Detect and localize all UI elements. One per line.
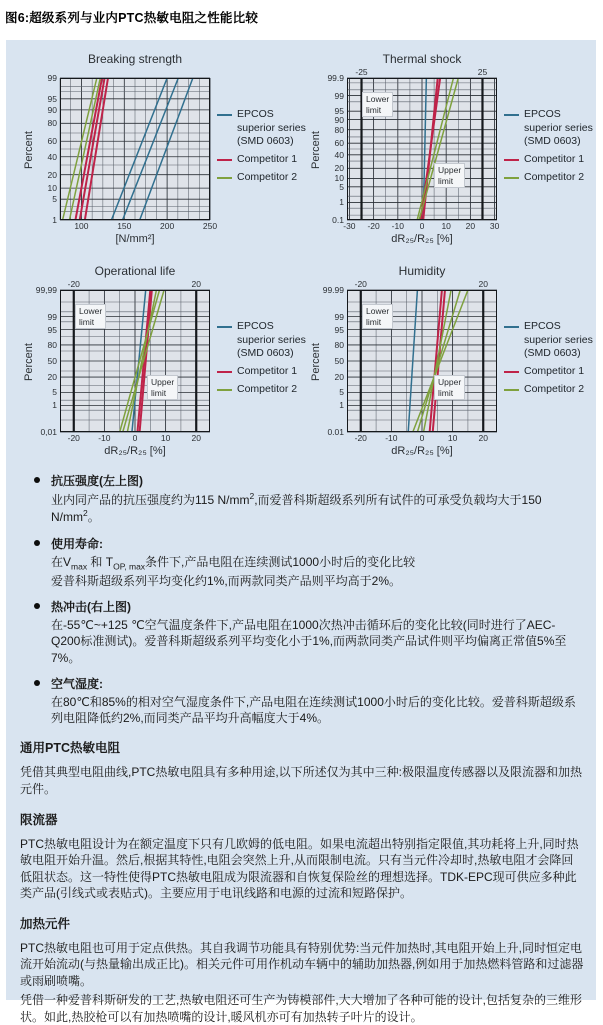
y-tick-label: 60 bbox=[334, 138, 344, 149]
legend-item bbox=[504, 320, 594, 361]
x-tick-label: -10 bbox=[385, 433, 398, 443]
limit-top-label: -20 bbox=[354, 279, 367, 289]
legend-label: Competitor 2 bbox=[237, 382, 298, 395]
x-tick-label: -30 bbox=[343, 221, 356, 231]
bullet-heading: 空气湿度: bbox=[51, 676, 103, 691]
x-tick-label: 10 bbox=[447, 433, 458, 443]
bullet-body: 在80℃和85%的相对空气湿度条件下,产品电阻在连续测试1000小时后的变化比较。爱普科斯超级系列电阻降低约2%,而同类产品平均升高幅度大于4%。 bbox=[51, 694, 576, 726]
limit-annotation: Upper limit bbox=[147, 375, 178, 400]
y-tick-label: 5 bbox=[52, 387, 57, 398]
chart-title: Thermal shock bbox=[382, 52, 462, 66]
legend-label: EPCOS superior series (SMD 0603) bbox=[524, 108, 593, 148]
bullet-item-breaking-strength bbox=[34, 472, 580, 526]
bullet-body bbox=[51, 491, 580, 526]
legend-color-dash bbox=[504, 159, 519, 161]
limit-annotation: Upper limit bbox=[434, 163, 465, 188]
legend-item bbox=[217, 153, 307, 167]
y-tick-label: 99.99 bbox=[322, 285, 344, 295]
bullet-body-line: 爱普科斯超级系列平均变化约1%,而两款同类产品则平均高于2%。 bbox=[51, 573, 402, 588]
y-tick-label: 1 bbox=[52, 215, 57, 225]
subscript: OP, max bbox=[113, 561, 146, 572]
section-paragraph: 凭借一种爱普科斯研发的工艺,热敏电阻还可生产为铸模部件,大大增加了各种可能的设计,包括复杂的三维形状。如此,热胶枪可以有加热喷嘴的设计,暖风机亦可有加热转子叶片的设计。 bbox=[20, 993, 583, 1024]
x-axis-label: [N/mm²] bbox=[115, 233, 155, 245]
y-axis-label: Percent bbox=[310, 131, 322, 169]
y-axis-label: Percent bbox=[23, 131, 35, 169]
y-tick-label: 1 bbox=[339, 197, 344, 208]
x-tick-label: 200 bbox=[160, 221, 175, 231]
chart-title: Breaking strength bbox=[87, 52, 183, 66]
subscript: max bbox=[71, 561, 88, 572]
chart-breaking-strength bbox=[20, 52, 307, 250]
legend-color-dash bbox=[217, 371, 232, 373]
limit-annotation: Lower limit bbox=[75, 304, 106, 329]
y-tick-label: 90 bbox=[47, 104, 57, 115]
y-tick-label: 90 bbox=[334, 114, 344, 125]
y-tick-label: 5 bbox=[52, 194, 57, 205]
section-paragraph: PTC热敏电阻也可用于定点供热。其自我调节功能具有特别优势:当元件加热时,其电阻开始上升,同时恒定电流开始流动(与热量输出成正比)。相关元件可用作机动车辆中的辅助加热器,例如用于加热燃料管路和过滤器或雨刷喷嘴。 bbox=[20, 940, 584, 988]
x-tick-label: 10 bbox=[160, 433, 171, 443]
bullet-icon bbox=[34, 603, 40, 609]
y-tick-label: 0.1 bbox=[332, 215, 344, 225]
limit-top-label: 20 bbox=[478, 279, 488, 289]
limit-top-label: 25 bbox=[477, 67, 488, 77]
legend-label: EPCOS superior series (SMD 0603) bbox=[237, 320, 306, 360]
bullet-item-operational-life bbox=[34, 535, 580, 589]
y-axis-label: Percent bbox=[23, 343, 35, 381]
x-tick-label: -10 bbox=[98, 433, 111, 443]
legend-item bbox=[217, 365, 307, 379]
legend-item bbox=[504, 365, 594, 379]
y-tick-label: 99 bbox=[334, 90, 344, 101]
x-tick-label: 10 bbox=[441, 221, 451, 231]
y-tick-label: 40 bbox=[334, 149, 344, 160]
limit-top-label: -20 bbox=[67, 279, 80, 289]
chart-legend bbox=[504, 108, 594, 188]
legend-item bbox=[504, 153, 594, 167]
y-tick-label: 99 bbox=[47, 311, 57, 322]
x-tick-label: 20 bbox=[191, 433, 201, 443]
section-paragraph: 凭借其典型电阻曲线,PTC热敏电阻具有多种用途,以下所述仅为其中三种:极限温度传感器以及限流器和加热元件。 bbox=[20, 765, 583, 796]
legend-color-dash bbox=[504, 371, 519, 373]
bullet-body: 在-55℃~+125 ℃空气温度条件下,产品电阻在1000次热冲击循环后的变化比较(同时进行了AEC-Q200标准测试)。爱普科斯超级系列平均变化小于1%,而两款同类产品试件则平均偏离正常值5%至7%。 bbox=[51, 617, 567, 665]
x-tick-label: -20 bbox=[67, 433, 80, 443]
bullet-content bbox=[51, 598, 580, 666]
section-title: 限流器 bbox=[20, 812, 58, 827]
y-tick-label: 99,99 bbox=[35, 285, 57, 295]
y-tick-label: 99.9 bbox=[327, 73, 344, 83]
text-fragment: ,而爱普科斯超级系列所有试件的可承受负载均大于150 N/mm bbox=[51, 493, 542, 525]
text-fragment: 在V bbox=[51, 554, 72, 569]
legend-color-dash bbox=[217, 177, 232, 179]
x-axis-label: dR₂₅/R₂₅ [%] bbox=[391, 445, 453, 457]
y-tick-label: 50 bbox=[334, 356, 344, 366]
bullet-item-thermal-shock bbox=[34, 598, 580, 666]
plot-area bbox=[60, 78, 210, 220]
x-tick-label: 30 bbox=[489, 221, 500, 231]
section-general-ptc bbox=[20, 738, 584, 797]
y-tick-label: 5 bbox=[339, 181, 344, 192]
bullet-heading: 抗压强度(左上图) bbox=[51, 474, 143, 488]
legend-label: Competitor 2 bbox=[524, 382, 585, 395]
y-tick-label: 5 bbox=[339, 387, 344, 398]
bullet-icon bbox=[34, 680, 40, 686]
y-axis-label: Percent bbox=[310, 343, 322, 381]
y-tick-label: 99 bbox=[47, 73, 57, 83]
limit-top-label: 20 bbox=[191, 279, 201, 289]
x-tick-label: -10 bbox=[391, 221, 404, 231]
bullet-heading: 热冲击(右上图) bbox=[51, 599, 131, 614]
legend-item bbox=[217, 171, 307, 185]
bullet-item-humidity bbox=[34, 675, 580, 727]
content-panel bbox=[6, 40, 596, 1024]
x-tick-label: 20 bbox=[465, 221, 476, 231]
legend-label: Competitor 2 bbox=[237, 170, 298, 183]
legend-color-dash bbox=[217, 159, 232, 161]
x-tick-label: 100 bbox=[74, 221, 89, 231]
figure-title: 图6:超级系列与业内PTC热敏电阻之性能比较 bbox=[5, 11, 259, 25]
y-tick-label: 99 bbox=[334, 311, 344, 322]
y-tick-label: 80 bbox=[47, 339, 57, 350]
chart-humidity bbox=[307, 264, 594, 462]
y-tick-label: 80 bbox=[334, 124, 344, 135]
x-tick-label: 250 bbox=[202, 221, 218, 231]
bullet-body bbox=[51, 554, 415, 589]
x-tick-label: 20 bbox=[478, 433, 488, 443]
y-tick-label: 0.01 bbox=[327, 427, 344, 437]
text-fragment: 业内同产品的抗压强度约为115 N/mm bbox=[51, 493, 250, 507]
legend-label: Competitor 2 bbox=[524, 170, 585, 183]
legend-label: EPCOS superior series (SMD 0603) bbox=[237, 108, 306, 148]
y-tick-label: 1 bbox=[339, 400, 344, 411]
bullet-content bbox=[51, 472, 580, 526]
y-tick-label: 20 bbox=[334, 163, 344, 174]
x-axis-label: dR₂₅/R₂₅ [%] bbox=[104, 445, 166, 457]
x-tick-label: 150 bbox=[117, 221, 132, 231]
bullet-content bbox=[51, 675, 580, 727]
chart-title: Operational life bbox=[94, 264, 176, 278]
x-tick-label: 0 bbox=[419, 221, 425, 231]
legend-item bbox=[217, 383, 307, 397]
limit-top-label: -25 bbox=[355, 67, 368, 77]
legend-color-dash bbox=[217, 326, 232, 328]
chart-operational-life bbox=[20, 264, 307, 462]
legend-label: EPCOS superior series (SMD 0603) bbox=[524, 320, 593, 360]
bullet-heading: 使用寿命: bbox=[51, 536, 103, 551]
text-fragment: 条件下,产品电阻在连续测试1000小时后的变化比较 bbox=[145, 554, 416, 569]
legend-label: Competitor 1 bbox=[524, 152, 585, 165]
legend-item bbox=[217, 108, 307, 149]
legend-item bbox=[504, 108, 594, 149]
section-paragraph: PTC热敏电阻设计为在额定温度下只有几欧姆的低电阻。如果电流超出特别指定限值,其功耗将上升,同时热敏电阻开始升温。然后,根据其特性,电阻会突然上升,从而限制电流。只有当元件冷却时,热敏电阻才会降回低阻状态。这一特性使得PTC热敏电阻成为限流器和自恢复保险丝的理想选择。TDK-EPC现可供应多种此类产品(引线式或表贴式)。主要应用于电讯线路和电源的过流和短路保护。 bbox=[20, 836, 579, 901]
section-title: 通用PTC热敏电阻 bbox=[20, 741, 121, 756]
x-tick-label: -20 bbox=[367, 221, 380, 231]
section-title: 加热元件 bbox=[20, 916, 71, 931]
chart-legend bbox=[217, 320, 307, 400]
y-tick-label: 95 bbox=[334, 324, 344, 335]
y-tick-label: 95 bbox=[47, 324, 57, 335]
y-tick-label: 20 bbox=[334, 372, 344, 383]
bullet-icon bbox=[34, 477, 40, 483]
y-tick-label: 10 bbox=[47, 183, 57, 194]
y-tick-label: 40 bbox=[47, 151, 57, 162]
bullet-icon bbox=[34, 540, 40, 546]
chart-title: Humidity bbox=[398, 264, 446, 278]
legend-label: Competitor 1 bbox=[237, 364, 298, 377]
bullet-body-line bbox=[51, 554, 415, 573]
x-tick-label: 0 bbox=[419, 433, 425, 443]
superscript: 2 bbox=[83, 508, 88, 519]
legend-item bbox=[217, 320, 307, 361]
legend-color-dash bbox=[217, 389, 232, 391]
legend-color-dash bbox=[504, 177, 519, 179]
legend-color-dash bbox=[504, 389, 519, 391]
chart-legend bbox=[504, 320, 594, 400]
y-tick-label: 95 bbox=[47, 93, 57, 104]
x-axis-label: dR₂₅/R₂₅ [%] bbox=[391, 233, 453, 245]
legend-item bbox=[504, 171, 594, 185]
section-heating-element bbox=[20, 914, 584, 1025]
text-fragment: 。 bbox=[87, 510, 100, 525]
y-tick-label: 80 bbox=[334, 339, 344, 350]
legend-color-dash bbox=[504, 326, 519, 328]
charts-grid bbox=[20, 48, 593, 462]
chart-thermal-shock bbox=[307, 52, 594, 250]
legend-label: Competitor 1 bbox=[524, 364, 585, 377]
y-tick-label: 20 bbox=[47, 372, 57, 383]
y-tick-label: 80 bbox=[47, 118, 57, 129]
y-tick-label: 1 bbox=[52, 400, 57, 411]
y-tick-label: 60 bbox=[47, 136, 57, 147]
y-tick-label: 20 bbox=[47, 169, 57, 180]
legend-color-dash bbox=[217, 114, 232, 116]
bullet-content bbox=[51, 535, 415, 589]
limit-annotation: Lower limit bbox=[362, 92, 393, 117]
superscript: 2 bbox=[249, 491, 255, 501]
chart-legend bbox=[217, 108, 307, 188]
y-tick-label: 10 bbox=[334, 173, 344, 184]
y-tick-label: 95 bbox=[334, 106, 344, 117]
legend-color-dash bbox=[504, 114, 519, 116]
text-fragment: 和 T bbox=[87, 554, 114, 569]
limit-annotation: Upper limit bbox=[434, 375, 465, 400]
bullet-list bbox=[20, 472, 584, 726]
y-tick-label: 0,01 bbox=[40, 427, 57, 437]
section-current-limiter bbox=[20, 810, 584, 902]
y-tick-label: 50 bbox=[47, 356, 57, 366]
x-tick-label: 0 bbox=[132, 433, 138, 443]
limit-annotation: Lower limit bbox=[362, 304, 393, 329]
legend-label: Competitor 1 bbox=[237, 152, 298, 165]
x-tick-label: -20 bbox=[354, 433, 367, 443]
legend-item bbox=[504, 383, 594, 397]
